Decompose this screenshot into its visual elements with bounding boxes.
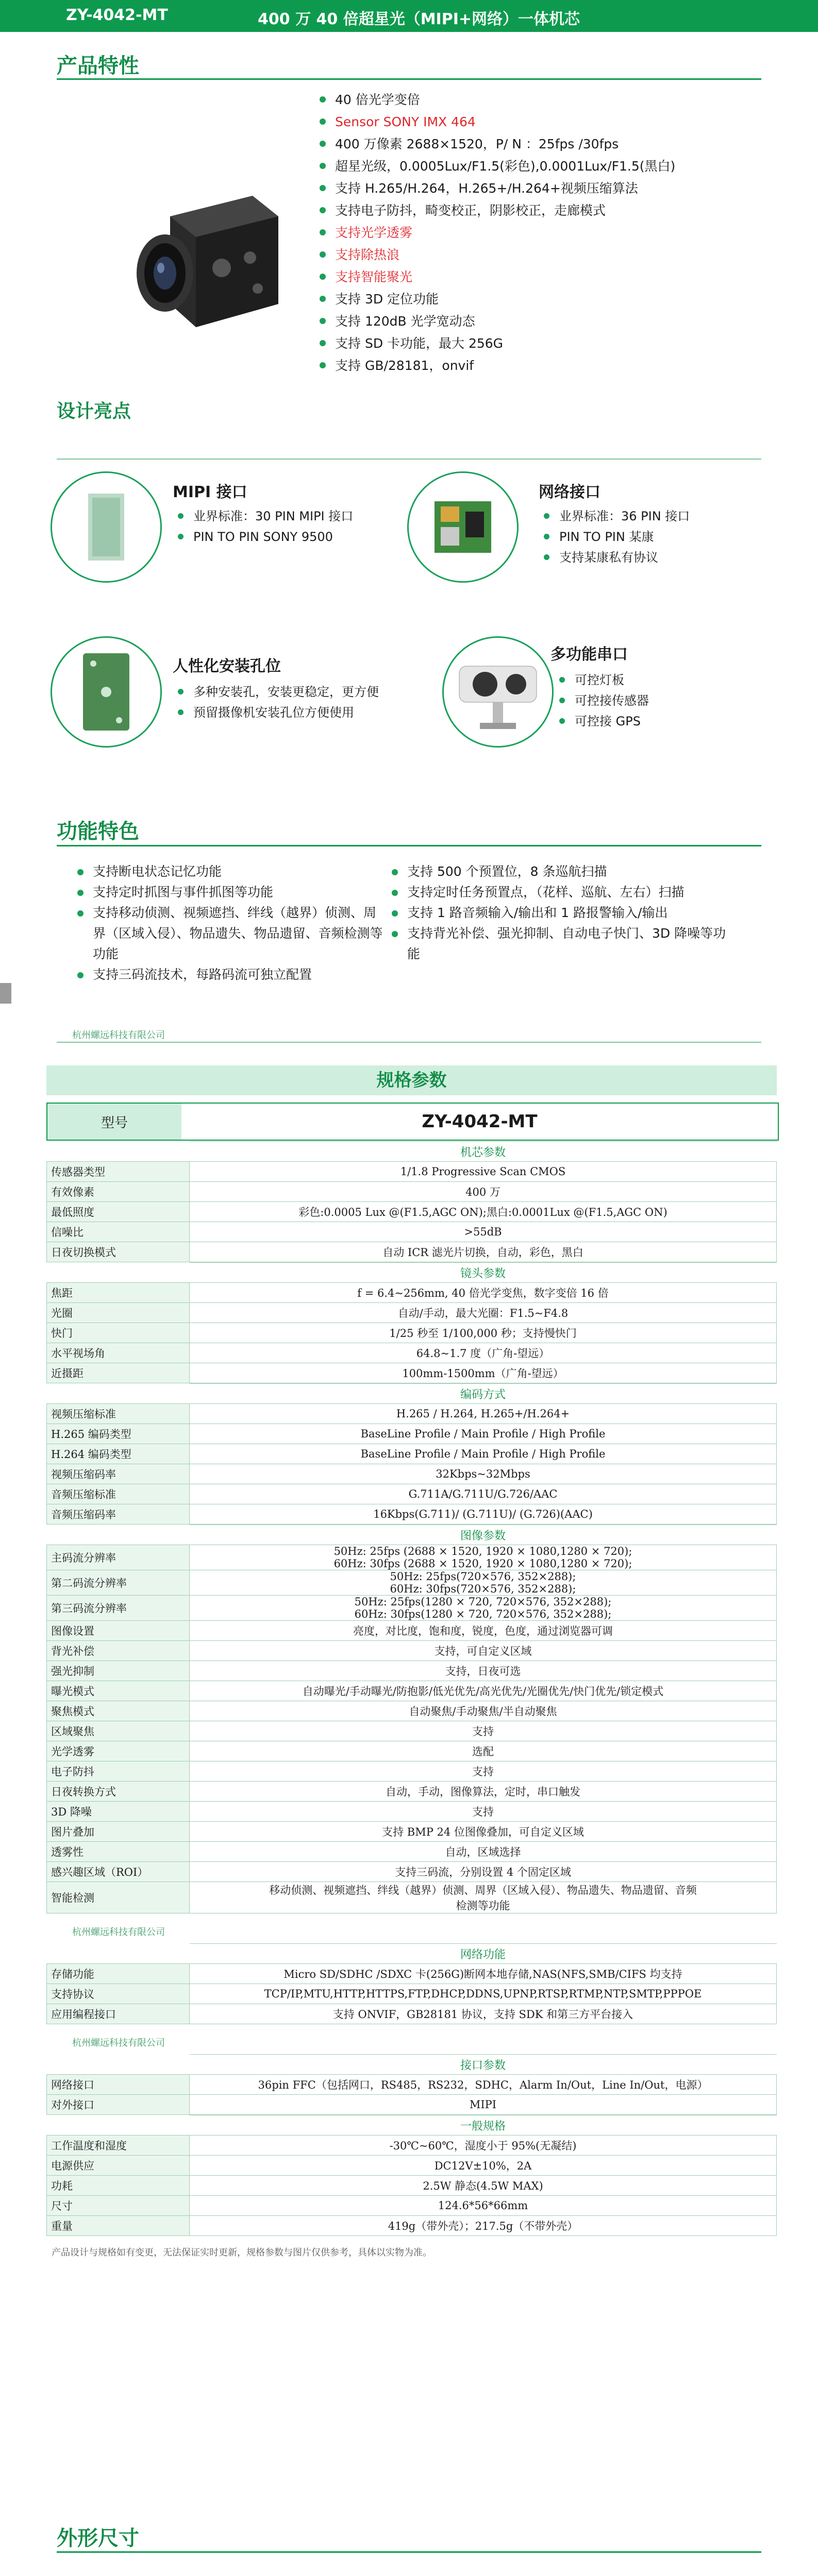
spec-group-title: 机芯参数 xyxy=(190,1142,777,1162)
list-item: 可控接 GPS xyxy=(559,711,649,732)
spec-row xyxy=(47,1701,777,1721)
spec-row xyxy=(47,1484,777,1504)
list-item: 支持 SD 卡功能，最大 256G xyxy=(320,332,675,354)
model-value: ZY-4042-MT xyxy=(422,1111,538,1132)
spec-value: 支持 xyxy=(190,1761,777,1782)
spec-value: 自动聚焦/手动聚焦/半自动聚焦 xyxy=(190,1701,777,1721)
spec-value: 50Hz: 25fps(1280 × 720, 720×576, 352×288); 60Hz: 30fps(1280 × 720, 720×576, 352×288); xyxy=(190,1596,777,1621)
spec-key: 光圈 xyxy=(47,1303,190,1323)
company-name: 杭州螺远科技有限公司 xyxy=(72,1030,165,1041)
spec-key: 传感器类型 xyxy=(47,1162,190,1182)
spec-key: 强光抑制 xyxy=(47,1661,190,1681)
model-name: ZY-4042-MT xyxy=(66,6,168,24)
divider xyxy=(57,2551,761,2553)
list-item: 业界标准：30 PIN MIPI 接口 xyxy=(178,506,353,527)
spec-row xyxy=(47,1621,777,1641)
spec-table xyxy=(46,1383,777,1524)
spec-group-title: 网络功能 xyxy=(190,1944,777,1964)
spec-value: 支持，可自定义区域 xyxy=(190,1641,777,1661)
functions-heading: 功能特色 xyxy=(57,820,139,843)
spec-row xyxy=(47,2075,777,2095)
spec-row xyxy=(47,2156,777,2176)
spec-row xyxy=(47,1964,777,1984)
functions-left-list xyxy=(77,861,387,985)
spec-value: 419g（带外壳）；217.5g（不带外壳） xyxy=(190,2216,777,2236)
spec-note: 产品设计与规格如有变更，无法保证实时更新，规格参数与图片仅供参考，具体以实物为准。 xyxy=(52,2247,432,2258)
spec-row xyxy=(47,1323,777,1343)
spec-row xyxy=(47,1182,777,1202)
spec-key: 功耗 xyxy=(47,2176,190,2196)
spec-value: 亮度，对比度，饱和度，锐度，色度，通过浏览器可调 xyxy=(190,1621,777,1641)
list-item: 支持定时抓图与事件抓图等功能 xyxy=(77,882,387,903)
list-item: 支持光学透雾 xyxy=(320,222,675,244)
spec-value: BaseLine Profile / Main Profile / High Profile xyxy=(190,1444,777,1464)
product-title: 400 万 40 倍超星光（MIPI+网络）一体机芯 xyxy=(258,10,580,28)
network-list xyxy=(544,506,690,568)
spec-key: 快门 xyxy=(47,1323,190,1343)
spec-row xyxy=(47,1545,777,1570)
mount-list xyxy=(178,682,379,723)
spec-value: 移动侦测、视频遮挡、绊线（越界）侦测、周界（区域入侵）、物品遗失、物品遗留、音频 检测等功能 xyxy=(190,1882,777,1913)
spec-group-title: 镜头参数 xyxy=(190,1263,777,1283)
spec-key: 日夜切换模式 xyxy=(47,1242,190,1262)
spec-table xyxy=(46,2054,777,2115)
spec-value: 400 万 xyxy=(190,1182,777,1202)
mipi-title: MIPI 接口 xyxy=(173,483,247,501)
spec-value: BaseLine Profile / Main Profile / High Profile xyxy=(190,1424,777,1444)
spec-key: 焦距 xyxy=(47,1283,190,1303)
spec-value: 自动，区域选择 xyxy=(190,1842,777,1862)
model-label: 型号 xyxy=(47,1104,181,1140)
spec-table-area xyxy=(46,1141,777,2259)
list-item: PIN TO PIN SONY 9500 xyxy=(178,527,353,547)
spec-row xyxy=(47,2004,777,2024)
spec-key: 应用编程接口 xyxy=(47,2004,190,2024)
spec-row xyxy=(47,1802,777,1822)
spec-row xyxy=(47,1222,777,1242)
spec-heading-bar xyxy=(46,1065,777,1095)
list-item: 支持 1 路音频输入/输出和 1 路报警输入/输出 xyxy=(392,903,732,923)
spec-key: 光学透雾 xyxy=(47,1741,190,1761)
spec-key: 视频压缩码率 xyxy=(47,1464,190,1484)
spec-row xyxy=(47,1862,777,1882)
serial-device-image xyxy=(442,636,554,748)
list-item: 多种安装孔，安装更稳定，更方便 xyxy=(178,682,379,702)
spec-row xyxy=(47,1283,777,1303)
spec-row xyxy=(47,1202,777,1222)
spec-value: 自动/手动，最大光圈：F1.5~F4.8 xyxy=(190,1303,777,1323)
spec-value: 36pin FFC（包括网口，RS485，RS232，SDHC，Alarm In/Out，Line In/Out，电源） xyxy=(190,2075,777,2095)
feature-list xyxy=(320,89,675,377)
spec-key: 第三码流分辨率 xyxy=(47,1596,190,1621)
spec-row xyxy=(47,1303,777,1323)
mipi-image xyxy=(51,471,162,583)
spec-row xyxy=(47,2095,777,2115)
spec-row xyxy=(47,1504,777,1524)
spec-row xyxy=(47,2196,777,2216)
spec-table xyxy=(46,1262,777,1383)
spec-row xyxy=(47,1570,777,1596)
serial-list xyxy=(559,670,649,732)
spec-value: G.711A/G.711U/G.726/AAC xyxy=(190,1484,777,1504)
spec-value: >55dB xyxy=(190,1222,777,1242)
list-item: 业界标准：36 PIN 接口 xyxy=(544,506,690,527)
spec-key: 存储功能 xyxy=(47,1964,190,1984)
spec-row xyxy=(47,1782,777,1802)
spec-table xyxy=(46,1524,777,1913)
spec-row xyxy=(47,1661,777,1681)
spec-key: H.264 编码类型 xyxy=(47,1444,190,1464)
list-item: 支持电子防抖，畸变校正，阴影校正，走廊模式 xyxy=(320,199,675,222)
spec-row xyxy=(47,1404,777,1424)
list-item: 支持 3D 定位功能 xyxy=(320,288,675,310)
spec-value: 100mm-1500mm（广角-望远） xyxy=(190,1363,777,1383)
spec-value: 124.6*56*66mm xyxy=(190,2196,777,2216)
spec-row xyxy=(47,1741,777,1761)
company-name: 杭州螺远科技有限公司 xyxy=(72,1927,165,1938)
spec-key: 音频压缩标准 xyxy=(47,1484,190,1504)
spec-heading: 规格参数 xyxy=(376,1070,447,1091)
spec-group-title: 编码方式 xyxy=(190,1384,777,1404)
spec-key: 区域聚焦 xyxy=(47,1721,190,1741)
list-item: 支持断电状态记忆功能 xyxy=(77,861,387,882)
list-item: PIN TO PIN 某康 xyxy=(544,527,690,547)
spec-row xyxy=(47,1363,777,1383)
spec-row xyxy=(47,1424,777,1444)
spec-value: 彩色:0.0005 Lux @(F1.5,AGC ON);黑白:0.0001Lux @(F1.5,AGC ON) xyxy=(190,1202,777,1222)
spec-row xyxy=(47,1761,777,1782)
mount-title: 人性化安装孔位 xyxy=(173,657,281,675)
spec-value: MIPI xyxy=(190,2095,777,2115)
spec-key: 透雾性 xyxy=(47,1842,190,1862)
spec-row xyxy=(47,1822,777,1842)
spec-value: 50Hz: 25fps (2688 × 1520, 1920 × 1080,1280 × 720); 60Hz: 30fps (2688 × 1520, 1920 × 1080,1280 × 720); xyxy=(190,1545,777,1570)
spec-key: 重量 xyxy=(47,2216,190,2236)
serial-title: 多功能串口 xyxy=(550,646,628,664)
dimensions-heading: 外形尺寸 xyxy=(57,2527,139,2550)
side-tab xyxy=(0,983,11,1004)
spec-key: 音频压缩码率 xyxy=(47,1504,190,1524)
spec-value: 自动曝光/手动曝光/防抱影/低光优先/高光优先/光圈优先/快门优先/锁定模式 xyxy=(190,1681,777,1701)
spec-key: 第二码流分辨率 xyxy=(47,1570,190,1596)
list-item: 支持移动侦测、视频遮挡、绊线（越界）侦测、周界（区域入侵）、物品遗失、物品遗留、音频检测等功能 xyxy=(77,903,387,964)
spec-row xyxy=(47,1641,777,1661)
spec-value: 16Kbps(G.711)/ (G.711U)/ (G.726)(AAC) xyxy=(190,1504,777,1524)
spec-key: 工作温度和湿度 xyxy=(47,2136,190,2156)
spec-row xyxy=(47,1842,777,1862)
list-item: 支持定时任务预置点，（花样、巡航、左右）扫描 xyxy=(392,882,732,903)
spec-group-title: 图像参数 xyxy=(190,1525,777,1545)
spec-key: 网络接口 xyxy=(47,2075,190,2095)
spec-row xyxy=(47,1343,777,1363)
spec-key: 日夜转换方式 xyxy=(47,1782,190,1802)
spec-row xyxy=(47,1596,777,1621)
spec-row xyxy=(47,2136,777,2156)
spec-value: 2.5W 静态(4.5W MAX) xyxy=(190,2176,777,2196)
spec-key: 信噪比 xyxy=(47,1222,190,1242)
spec-table xyxy=(46,2115,777,2236)
mount-holes-image xyxy=(51,636,162,748)
spec-key: 电源供应 xyxy=(47,2156,190,2176)
divider xyxy=(57,1042,761,1043)
spec-value: 支持 xyxy=(190,1721,777,1741)
list-item: 可控接传感器 xyxy=(559,690,649,711)
spec-row xyxy=(47,2216,777,2236)
spec-key: 最低照度 xyxy=(47,1202,190,1222)
spec-row xyxy=(47,1162,777,1182)
spec-key: 尺寸 xyxy=(47,2196,190,2216)
list-item: 支持三码流技术，每路码流可独立配置 xyxy=(77,964,387,985)
list-item: 40 倍光学变倍 xyxy=(320,89,675,111)
list-item: 超星光级，0.0005Lux/F1.5(彩色),0.0001Lux/F1.5(黑白) xyxy=(320,155,675,177)
product-image xyxy=(124,185,294,340)
spec-value: 32Kbps~32Mbps xyxy=(190,1464,777,1484)
list-item: 支持除热浪 xyxy=(320,244,675,266)
spec-value: 支持 ONVIF，GB28181 协议，支持 SDK 和第三方平台接入 xyxy=(190,2004,777,2024)
spec-value: 支持，日夜可选 xyxy=(190,1661,777,1681)
list-item: Sensor SONY IMX 464 xyxy=(320,111,675,133)
spec-row xyxy=(47,1984,777,2004)
spec-key: 近摄距 xyxy=(47,1363,190,1383)
spec-key: 3D 降噪 xyxy=(47,1802,190,1822)
spec-key: 感兴趣区域（ROI） xyxy=(47,1862,190,1882)
product-features-heading: 产品特性 xyxy=(57,54,139,78)
divider xyxy=(57,459,761,460)
spec-row xyxy=(47,1444,777,1464)
spec-value: TCP/IP,MTU,HTTP,HTTPS,FTP,DHCP,DDNS,UPNP,RTSP,RTMP,NTP,SMTP,PPPOE xyxy=(190,1984,777,2004)
spec-key: 主码流分辨率 xyxy=(47,1545,190,1570)
spec-key: 背光补偿 xyxy=(47,1641,190,1661)
spec-value: 自动，手动，图像算法，定时，串口触发 xyxy=(190,1782,777,1802)
network-board-image xyxy=(407,471,519,583)
divider xyxy=(57,845,761,846)
spec-value: 支持 BMP 24 位图像叠加，可自定义区域 xyxy=(190,1822,777,1842)
spec-value: Micro SD/SDHC /SDXC 卡(256G)断网本地存储,NAS(NFS,SMB/CIFS 均支持 xyxy=(190,1964,777,1984)
company-name: 杭州螺远科技有限公司 xyxy=(72,2038,165,2048)
list-item: 支持背光补偿、强光抑制、自动电子快门、3D 降噪等功能 xyxy=(392,923,732,964)
spec-group-title: 接口参数 xyxy=(190,2055,777,2075)
spec-value: 支持三码流，分别设置 4 个固定区域 xyxy=(190,1862,777,1882)
spec-value: 64.8~1.7 度（广角-望远） xyxy=(190,1343,777,1363)
list-item: 可控灯板 xyxy=(559,670,649,690)
spec-key: 智能检测 xyxy=(47,1882,190,1913)
spec-key: 对外接口 xyxy=(47,2095,190,2115)
spec-table xyxy=(46,1943,777,2024)
spec-row xyxy=(47,2176,777,2196)
list-item: 支持 120dB 光学宽动态 xyxy=(320,310,675,332)
list-item: 预留摄像机安装孔位方便使用 xyxy=(178,702,379,723)
spec-value: 1/1.8 Progressive Scan CMOS xyxy=(190,1162,777,1182)
spec-value: 支持 xyxy=(190,1802,777,1822)
spec-key: 图片叠加 xyxy=(47,1822,190,1842)
list-item: 支持 GB/28181，onvif xyxy=(320,354,675,377)
spec-value: 选配 xyxy=(190,1741,777,1761)
spec-key: H.265 编码类型 xyxy=(47,1424,190,1444)
spec-row xyxy=(47,1882,777,1913)
list-item: 支持某康私有协议 xyxy=(544,547,690,568)
divider xyxy=(57,78,761,80)
spec-key: 水平视场角 xyxy=(47,1343,190,1363)
spec-key: 聚焦模式 xyxy=(47,1701,190,1721)
design-highlights-heading: 设计亮点 xyxy=(57,401,131,422)
spec-row xyxy=(47,1721,777,1741)
spec-key: 有效像素 xyxy=(47,1182,190,1202)
spec-key: 支持协议 xyxy=(47,1984,190,2004)
spec-group-title: 一般规格 xyxy=(190,2115,777,2136)
spec-key: 图像设置 xyxy=(47,1621,190,1641)
list-item: 支持智能聚光 xyxy=(320,266,675,288)
spec-value: 自动 ICR 滤光片切换，自动，彩色，黑白 xyxy=(190,1242,777,1262)
list-item: 支持 500 个预置位，8 条巡航扫描 xyxy=(392,861,732,882)
spec-table xyxy=(46,1141,777,1262)
spec-value: -30℃~60℃，湿度小于 95%(无凝结) xyxy=(190,2136,777,2156)
spec-key: 曝光模式 xyxy=(47,1681,190,1701)
list-item: 支持 H.265/H.264，H.265+/H.264+视频压缩算法 xyxy=(320,177,675,199)
list-item: 400 万像素 2688×1520，P/ N ：25fps /30fps xyxy=(320,133,675,155)
spec-value: DC12V±10%，2A xyxy=(190,2156,777,2176)
spec-value: H.265 / H.264, H.265+/H.264+ xyxy=(190,1404,777,1424)
model-row xyxy=(46,1103,779,1141)
spec-value: 50Hz: 25fps(720×576, 352×288); 60Hz: 30fps(720×576, 352×288); xyxy=(190,1570,777,1596)
network-title: 网络接口 xyxy=(539,483,600,501)
spec-key: 电子防抖 xyxy=(47,1761,190,1782)
spec-row xyxy=(47,1464,777,1484)
spec-row xyxy=(47,1242,777,1262)
functions-right-list xyxy=(392,861,732,964)
spec-row xyxy=(47,1681,777,1701)
header-bar xyxy=(0,0,818,32)
spec-value: 1/25 秒至 1/100,000 秒；支持慢快门 xyxy=(190,1323,777,1343)
spec-value: f = 6.4~256mm, 40 倍光学变焦，数字变倍 16 倍 xyxy=(190,1283,777,1303)
spec-key: 视频压缩标准 xyxy=(47,1404,190,1424)
mipi-list xyxy=(178,506,353,547)
